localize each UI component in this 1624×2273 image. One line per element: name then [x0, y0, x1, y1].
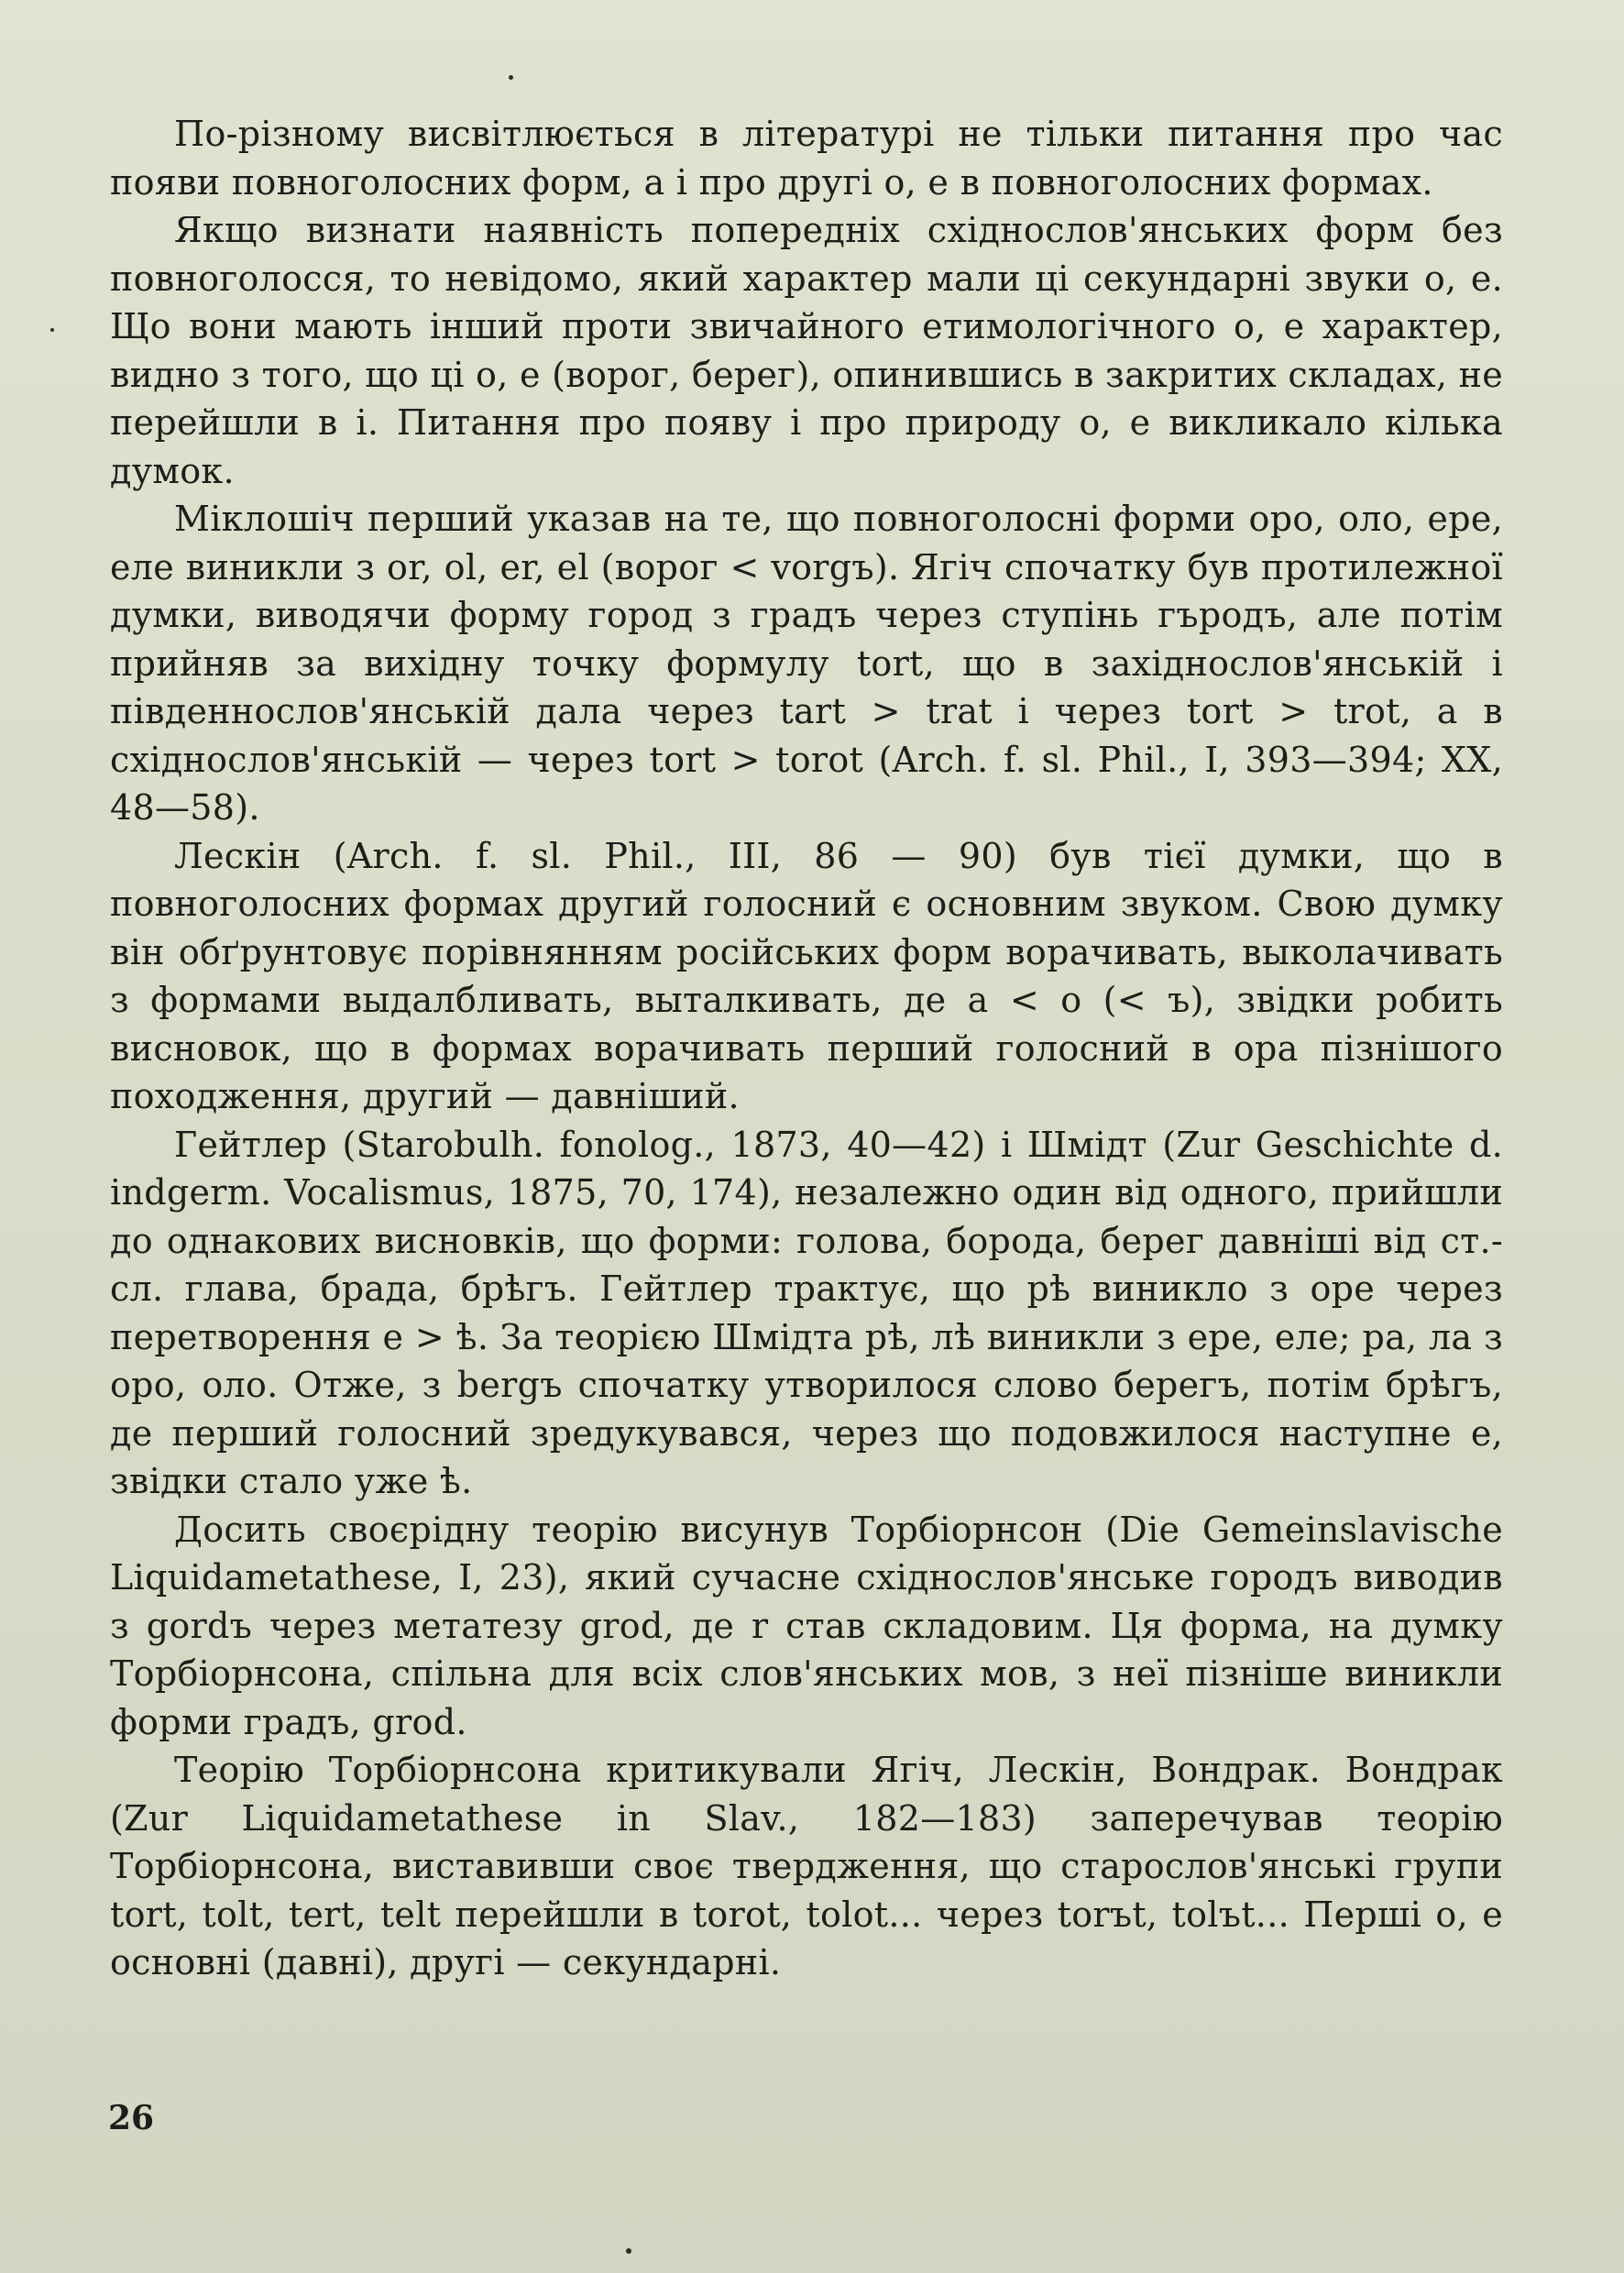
ink-speck [509, 75, 513, 80]
paragraph-7: Теорію Торбіорнсона критикували Ягіч, Лескін, Вондрак. Вондрак (Zur Liquidametathese in Slav., 182—183) заперечував теорію Торбіорнсона, виставивши своє твердження, що старослов'янські групи tort, tolt, tert, telt перейшли в torot, tolot... через torъt, tolъt... Перші о, е основні (давні), другі — секундарні. [110, 1750, 1503, 1982]
paragraph-4: Лескін (Arch. f. sl. Phil., III, 86 — 90) був тієї думки, що в повноголосних формах другий голосний є основним звуком. Свою думку він обґрунтовує порівнянням російських форм ворачивать, выколачивать з формами выдалбливать, выталкивать, де а < о (< ъ), звідки робить висновок, що в формах ворачивать перший голосний в ора пізнішого походження, другий — давніший. [110, 835, 1503, 1116]
paragraph-1: По-різному висвітлюється в літературі не тільки питання про час появи повноголосних форм, а і про другі о, е в повноголосних формах. [110, 114, 1503, 203]
ink-speck [50, 328, 54, 332]
paragraph-3: Міклошіч перший указав на те, що повноголосні форми оро, оло, ере, еле виникли з or, ol, er, el (ворог < vorgъ). Ягіч спочатку був протилежної думки, виводячи форму город з градъ через ступінь гъродъ, але потім прийняв за вихідну точку формулу tort, що в західнослов'янській і південнослов'янській дала через tart > trat і через tort > trot, а в східнослов'янській — через tort > torot (Arch. f. sl. Phil., I, 393—394; XX, 48—58). [110, 499, 1503, 828]
page-number: 26 [108, 2099, 155, 2137]
paragraph-6: Досить своєрідну теорію висунув Торбіорнсон (Die Gemeinslavische Liquidametathese, I, 23), який сучасне східнослов'янське городъ виводив з gordъ через метатезу grod, де r став складовим. Ця форма, на думку Торбіорнсона, спільна для всіх слов'янських мов, з неї пізніше виникли форми градъ, grod. [110, 1509, 1503, 1742]
paragraph-2: Якщо визнати наявність попередніх східнослов'янських форм без повноголосся, то невідомо, який характер мали ці секундарні звуки о, е. Що вони мають інший проти звичайного етимологічного о, е характер, видно з того, що ці о, е (ворог, берег), опинившись в закритих складах, не перейшли в і. Питання про появу і про природу о, е викликало кілька думок. [110, 210, 1503, 491]
body-text [110, 110, 1503, 1987]
paragraph-5: Гейтлер (Starobulh. fonolog., 1873, 40—42) і Шмідт (Zur Geschichte d. indgerm. Vocalismus, 1875, 70, 174), незалежно один від одного, прийшли до однакових висновків, що форми: голова, борода, берег давніші від ст.-сл. глава, брада, брѣгъ. Гейтлер трактує, що рѣ виникло з оре через перетворення е > ѣ. За теорією Шмідта рѣ, лѣ виникли з ере, еле; ра, ла з оро, оло. Отже, з bergъ спочатку утворилося слово берегъ, потім брѣгъ, де перший голосний зредукувався, через що подовжилося наступне е, звідки стало уже ѣ. [110, 1124, 1503, 1501]
ink-speck [626, 2248, 631, 2254]
